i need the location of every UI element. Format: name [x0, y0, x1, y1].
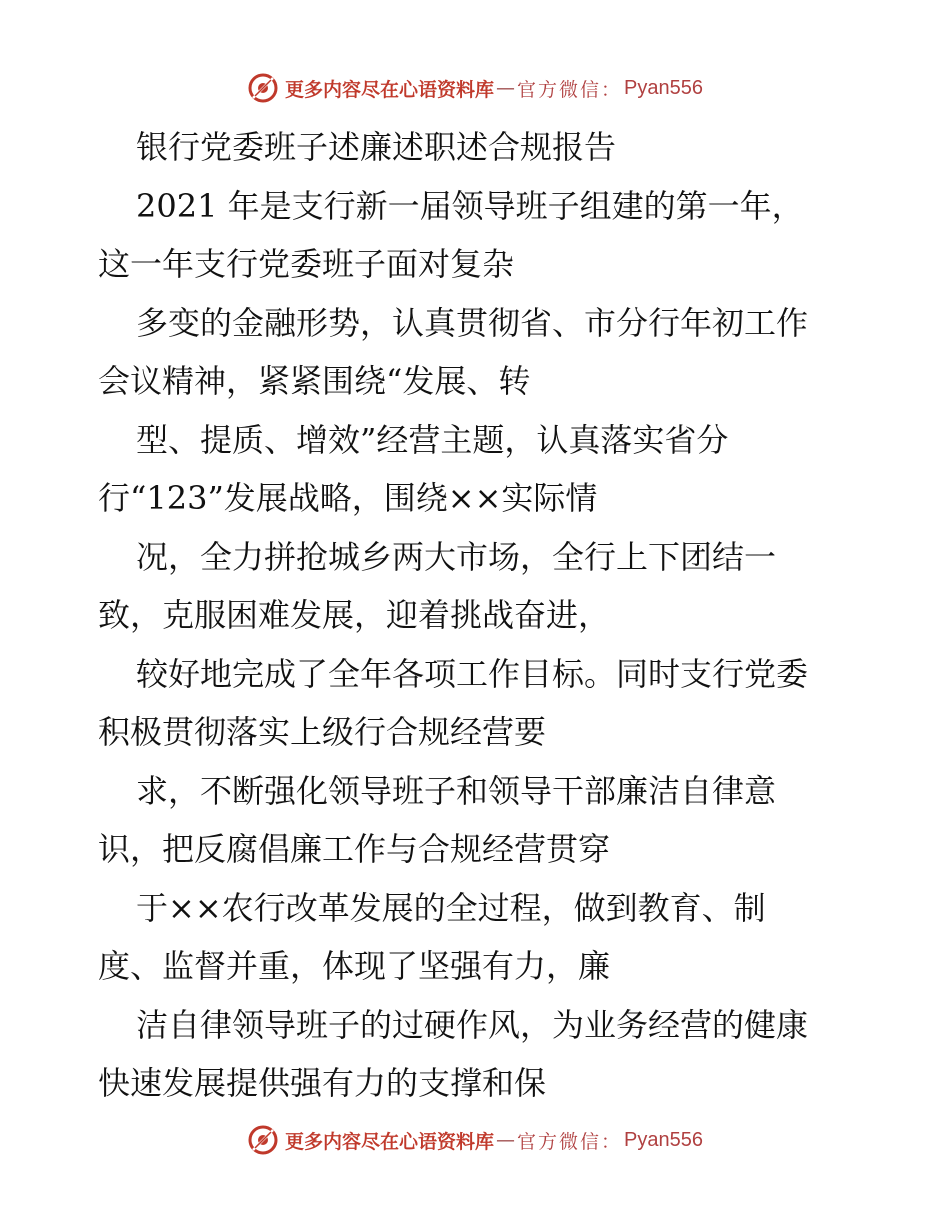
paragraph-line: 洁自律领导班子的过硬作风，为业务经营的健康 [136, 1005, 809, 1044]
paragraph-line: 这一年支行党委班子面对复杂 [98, 245, 515, 283]
paragraph-line: 识，把反腐倡廉工作与合规经营贯穿 [98, 830, 611, 868]
banner-brand-text: 更多内容尽在心语资料库 [285, 1130, 495, 1153]
paragraph-line: 求，不断强化领导班子和领导干部廉洁自律意 [136, 771, 777, 810]
document-body [98, 118, 878, 1113]
banner-brand-text: 更多内容尽在心语资料库 [285, 78, 495, 101]
footer-watermark-banner [0, 1120, 950, 1160]
paragraph-line: 行“123”发展战略，围绕××实际情 [98, 479, 598, 517]
paragraph-line: 较好地完成了全年各项工作目标。同时支行党委 [136, 654, 809, 693]
banner-wechat-id: Pyan556 [624, 1128, 703, 1151]
paragraph-line: 度、监督并重，体现了坚强有力，廉 [98, 947, 611, 985]
paragraph-line: 多变的金融形势，认真贯彻省、市分行年初工作 [136, 303, 809, 342]
paragraph-line: 型、提质、增效”经营主题，认真落实省分 [136, 420, 729, 459]
paragraph-line: 快速发展提供强有力的支撑和保 [98, 1064, 547, 1102]
paragraph-line: 积极贯彻落实上级行合规经营要 [98, 713, 547, 751]
header-watermark-banner [0, 68, 950, 108]
banner-separator: — [496, 77, 516, 99]
paragraph-line: 会议精神，紧紧围绕“发展、转 [98, 362, 531, 400]
banner-separator: — [496, 1129, 516, 1151]
banner-wechat-id: Pyan556 [624, 76, 703, 99]
paragraph-line: 2021 年是支行新一届领导班子组建的第一年， [136, 186, 804, 225]
quill-circle-logo-icon [247, 1124, 279, 1156]
document-title: 银行党委班子述廉述职述合规报告 [136, 128, 617, 166]
paragraph-line: 致，克服困难发展，迎着挑战奋进， [98, 596, 611, 634]
banner-official-label: 官方微信： [517, 1130, 623, 1153]
banner-official-label: 官方微信： [517, 78, 623, 101]
paragraph-line: 于××农行改革发展的全过程，做到教育、制 [136, 888, 766, 927]
paragraph-line: 况，全力拼抢城乡两大市场，全行上下团结一 [136, 537, 777, 576]
quill-circle-logo-icon [247, 72, 279, 104]
